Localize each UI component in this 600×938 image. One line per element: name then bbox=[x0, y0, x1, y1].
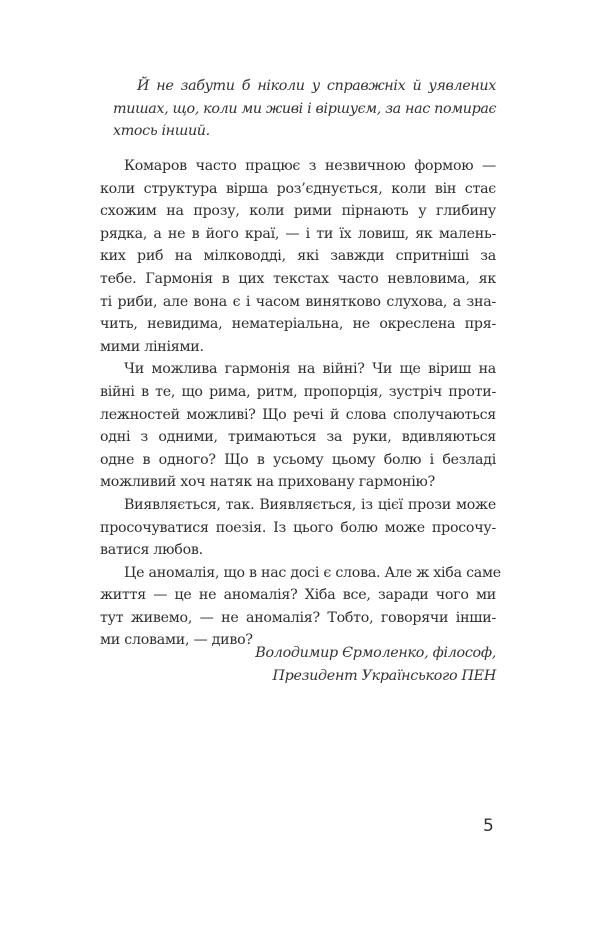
text-line: війні в те, що рима, ритм, пропорція, зустріч проти- bbox=[100, 383, 496, 400]
text-line: лежностей можливі? Що речі й слова сполучаються bbox=[100, 406, 496, 423]
text-line: ми словами, — диво? bbox=[100, 632, 253, 649]
text-line: рядка, а не в його краї, — і ти їх ловиш, як малень- bbox=[100, 225, 496, 242]
paragraph-1 bbox=[100, 155, 496, 358]
text-line: Комаров часто працює з незвичною формою — bbox=[124, 158, 496, 174]
text-line: ті риби, але вона є і часом винятково слухова, а зна- bbox=[100, 293, 496, 310]
text-line: чить, невидима, нематеріальна, не окреслена пря- bbox=[100, 316, 496, 333]
paragraph-3 bbox=[100, 494, 496, 562]
text-line: Це аномалія, що в нас досі є слова. Але ж хіба саме bbox=[124, 564, 501, 581]
page-number: 5 bbox=[483, 816, 494, 836]
signature-title: Президент Українського ПЕН bbox=[272, 668, 496, 684]
paragraph-4 bbox=[100, 562, 501, 652]
text-line: схожим на прозу, коли рими пірнають у глибину bbox=[100, 203, 496, 220]
signature-author: Володимир Єрмоленко, філософ, bbox=[255, 645, 496, 661]
text-line: мими лініями. bbox=[100, 338, 204, 355]
text-line: ватися любов. bbox=[100, 542, 203, 559]
text-line: одні з одними, тримаються за руки, вдивляються bbox=[100, 429, 496, 446]
text-line: коли структура вірша роз’єднується, коли він стає bbox=[100, 180, 496, 197]
epigraph-line: хтось інший. bbox=[113, 123, 210, 140]
epigraph-line: тишах, що, коли ми живі і віршуєм, за нас помирає bbox=[113, 100, 497, 117]
text-line: просочуватися поезія. Із цього болю може просочу- bbox=[100, 519, 496, 536]
body-text bbox=[100, 155, 501, 652]
paragraph-2 bbox=[100, 358, 496, 494]
text-line: можливий хоч натяк на приховану гармонію? bbox=[100, 474, 436, 491]
text-line: тебе. Гармонія в цих текстах часто невловима, як bbox=[100, 270, 496, 287]
text-line: життя — це не аномалія? Хіба все, заради чого ми bbox=[100, 587, 496, 604]
epigraph bbox=[113, 75, 496, 143]
signature bbox=[200, 642, 496, 688]
text-line: одне в одного? Що в усьому цьому болю і безладі bbox=[100, 451, 496, 468]
epigraph-line: Й не забути б ніколи у справжніх й уявлених bbox=[137, 78, 496, 94]
text-line: Виявляється, так. Виявляється, із цієї прози може bbox=[124, 496, 496, 513]
text-line: ких риб на мілководді, які завжди спритніші за bbox=[100, 248, 496, 265]
text-line: тут живемо, — не аномалія? Тобто, говорячи інши- bbox=[100, 609, 496, 626]
text-line: Чи можлива гармонія на війні? Чи ще віриш на bbox=[124, 361, 496, 378]
